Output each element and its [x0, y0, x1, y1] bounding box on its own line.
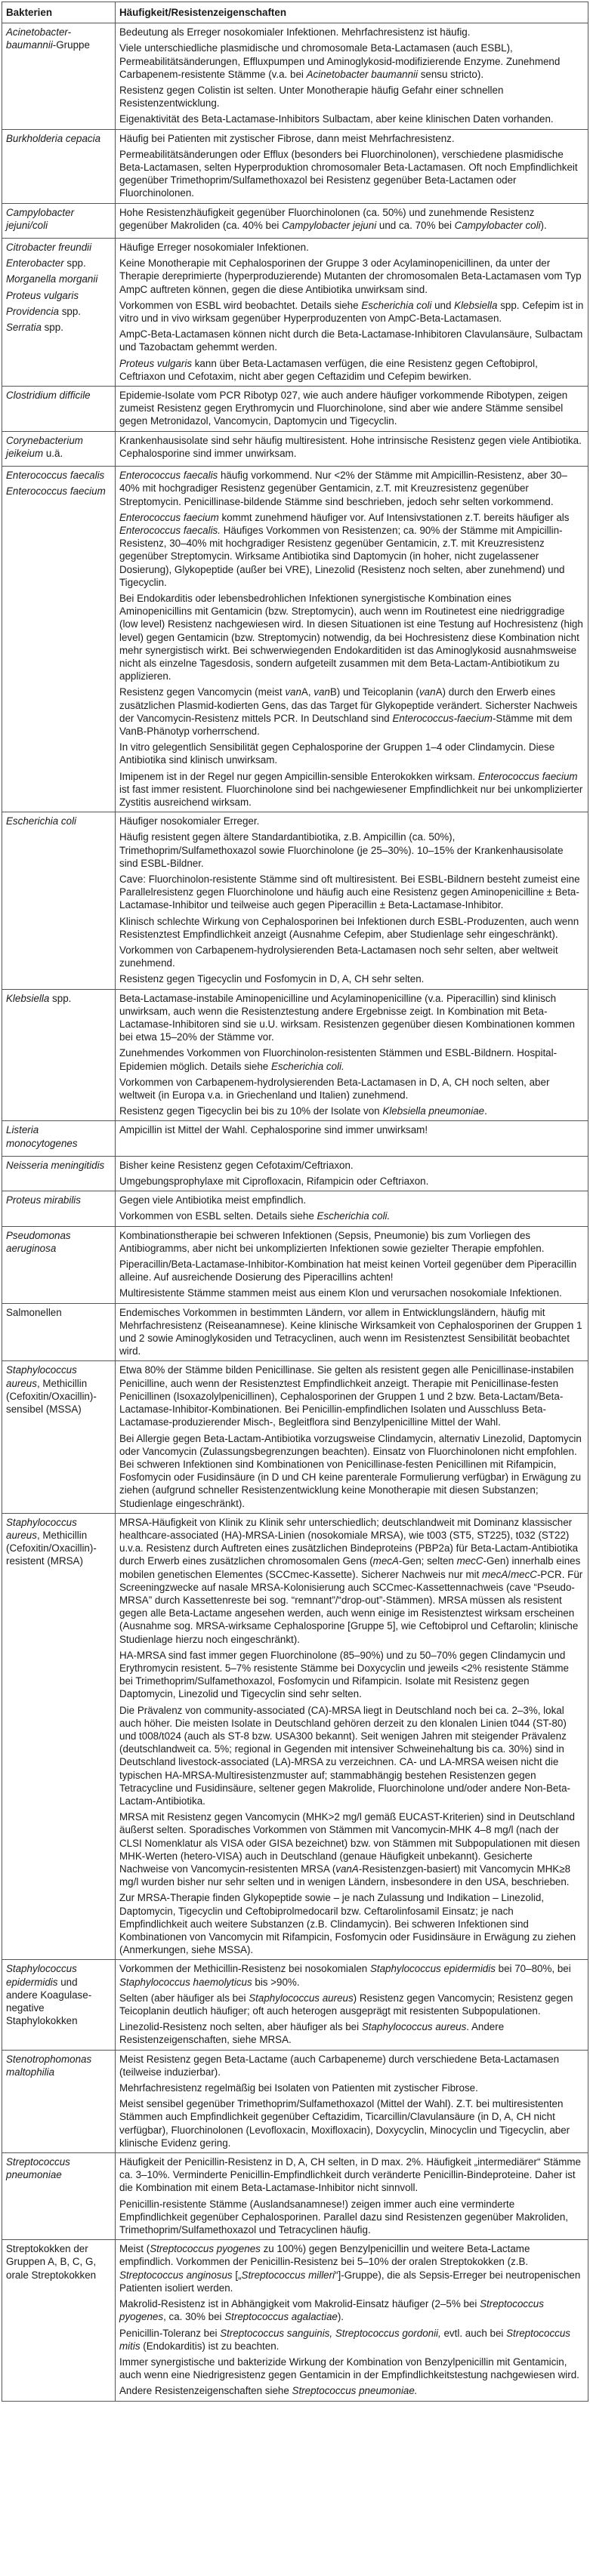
resistance-cell [116, 1960, 588, 2050]
resistance-paragraph: Bisher keine Resistenz gegen Cefotaxim/Ceftriaxon. [119, 1159, 354, 1171]
bacteria-cell [2, 2240, 116, 2401]
resistance-paragraph: Häufige Erreger nosokomialer Infektionen. [119, 242, 309, 254]
table-row [2, 2153, 588, 2240]
resistance-cell [116, 129, 588, 203]
column-header-properties: Häufigkeit/Resistenzeigenschaften [116, 2, 588, 23]
table-row [2, 129, 588, 203]
resistance-paragraph: Meist (Streptococcus pyogenes zu 100%) gegen Benzylpenicillin und weitere Beta-Lactame empfindlich. Vorkommen der Penicillin-Resistenz bei 5–10% der oralen Streptokokken (z.B. Streptococcus anginosus [„Streptococcus milleri“]-Gruppe), die als Sepsis-Erreger bei neutropenischen Patienten isoliert werden. [119, 2243, 581, 2294]
resistance-paragraph: Permeabilitätsänderungen oder Efflux (besonders bei Fluorchinolonen), verschiedene plasmidische Beta-Lactamasen, selten Hyperproduktion chromosomaler Beta-Lactamasen. Oft noch Empfindlichkeit gegenüber Trimethoprim/Sulfamethoxazol bei Resistenz gegenüber Beta-Lactamen oder Fluorchinolonen. [119, 148, 578, 199]
resistance-cell [116, 431, 588, 466]
bacteria-name: Stenotrophomonas maltophilia [6, 2053, 92, 2078]
table-row [2, 1156, 588, 1191]
table-row [2, 1303, 588, 1361]
resistance-paragraph: Krankenhausisolate sind sehr häufig multiresistent. Hohe intrinsische Resistenz gegen viele Antibiotika. Cephalosporine sind immer unwirksam. [119, 434, 582, 459]
resistance-cell [116, 2050, 588, 2152]
bacteria-name: Providencia spp. [6, 305, 81, 317]
bacteria-cell [2, 1191, 116, 1226]
resistance-paragraph: Kombinationstherapie bei schweren Infektionen (Sepsis, Pneumonie) bis zum Vorliegen des Antibiogramms, aber nicht bei unkomplizierten Infektionen sowie gezielter Therapie empfohlen. [119, 1229, 545, 1254]
bacteria-cell [2, 203, 116, 238]
bacteria-cell [2, 467, 116, 812]
table-row [2, 1361, 588, 1513]
resistance-cell [116, 1191, 588, 1226]
resistance-paragraph: Mehrfachresistenz regelmäßig bei Isolaten von Patienten mit zystischer Fibrose. [119, 2082, 478, 2094]
resistance-cell [116, 1513, 588, 1960]
resistance-cell [116, 203, 588, 238]
bacteria-cell [2, 1226, 116, 1303]
resistance-paragraph: Häufiger nosokomialer Erreger. [119, 815, 260, 827]
table-row [2, 2240, 588, 2401]
resistance-paragraph: Piperacillin/Beta-Lactamase-Inhibitor-Kombination hat meist keinen Vorteil gegenüber dem Piperacillin alleine. Auf ausreichende Dosierung des Piperacillins achten! [119, 1259, 577, 1283]
resistance-paragraph: Bei Endokarditis oder lebensbedrohlichen Infektionen synergistische Kombination eines Aminopenicillins mit Gentamicin (bzw. Streptomycin), auch wenn im Routinetest eine niedriggradige (low level) Resistenz nachgewiesen wird. In diesen Situationen ist eine Testung auf Hochresistenz (high level) gegen Gentamicin (bzw. Streptomycin) notwendig, da bei Hochresistenz diese Kombination nicht mehr synergistisch wirkt. Bei schwerwiegenden Endokarditiden ist das Aminoglykosid ausnahmsweise nicht als einzelne Tagesdosis, sondern aufgeteilt zusammen mit dem Beta-Lactam-Antibiotikum zu applizieren. [119, 592, 583, 683]
table-row [2, 467, 588, 812]
bacteria-name: Enterobacter spp. [6, 257, 86, 270]
table-header-row [2, 2, 588, 23]
resistance-paragraph: Immer synergistische und bakterizide Wirkung der Kombination von Benzylpenicillin mit Gentamicin, auch wenn eine Niedrigresistenz gegen Gentamicin in der Empfindlichkeitstestung nachgewiesen wird. [119, 2356, 579, 2381]
resistance-paragraph: Häufig bei Patienten mit zystischer Fibrose, dann meist Mehrfachresistenz. [119, 132, 455, 144]
bacteria-name: Escherichia coli [6, 815, 77, 827]
resistance-paragraph: Meist Resistenz gegen Beta-Lactame (auch Carbapeneme) durch verschiedene Beta-Lactamasen (teilweise induzierbar). [119, 2053, 560, 2078]
resistance-paragraph: Vorkommen von ESBL wird beobachtet. Details siehe Escherichia coli und Klebsiella spp. Cefepim ist in vitro und in vivo wirksam gegenüber Hyperproduzenten von AmpC-Beta-Lactamasen. [119, 299, 584, 325]
resistance-paragraph: Linezolid-Resistenz noch selten, aber häufiger als bei Staphylococcus aureus. Andere Resistenzeigenschaften, siehe MRSA. [119, 2021, 505, 2046]
resistance-paragraph: Etwa 80% der Stämme bilden Penicillinase. Sie gelten als resistent gegen alle Penicillinase-instabilen Penicilline, auch wenn der Resistenztest Empfindlichkeit anzeigt. Therapie mit Penicillinase-festen Penicillinen (Isoxazolylpenicillinen), Cephalosporinen der Gruppen 1 und 2 bzw. Beta-Lactam/Beta-Lactamase-Inhibitor-Kombinationen. Bei Penicillin-empfindlichen Isolaten und Ausschluss Beta-Lactamase-produzierender Misch-, Begleitflora sind Benzylpenicilline Mittel der Wahl. [119, 1364, 574, 1428]
resistance-paragraph: AmpC-Beta-Lactamasen können nicht durch die Beta-Lactamase-Inhibitoren Clavulansäure, Sulbactam und Tazobactam gehemmt werden. [119, 328, 583, 353]
table-row [2, 1121, 588, 1156]
resistance-paragraph: Gegen viele Antibiotika meist empfindlich. [119, 1194, 307, 1206]
resistance-paragraph: Keine Monotherapie mit Cephalosporinen der Gruppe 3 oder Acylaminopenicillinen, da unter der Therapie dereprimierte (hyperproduzierende) Mutanten der chromosomalen Beta-Lactamasen vom Typ AmpC auftreten können, gegen die diese Antibiotika unwirksam sind. [119, 257, 582, 295]
resistance-paragraph: Andere Resistenzeigenschaften siehe Streptococcus pneumoniae. [119, 2385, 418, 2397]
bacteria-name: Clostridium difficile [6, 390, 91, 402]
resistance-paragraph: Meist sensibel gegenüber Trimethoprim/Sulfamethoxazol (Mittel der Wahl). Z.T. bei multiresistenten Stämmen auch Empfindlichkeit gegenüber Ceftazidim, Ticarcillin/Clavulansäure (in D, A, CH nicht verfügbar), Fluorchinolonen (Levofloxacin, Moxifloxacin), Doxycyclin, Minocyclin und Tigecyclin, aber klinische Evidenz gering. [119, 2098, 570, 2149]
resistance-paragraph: Bedeutung als Erreger nosokomialer Infektionen. Mehrfachresistenz ist häufig. [119, 26, 471, 39]
bacteria-name: Acinetobacter-baumannii-Gruppe [6, 26, 90, 51]
resistance-paragraph: Bei Allergie gegen Beta-Lactam-Antibiotika vorzugsweise Clindamycin, alternativ Linezolid, Daptomycin oder Vancomycin (Zulassungsbegrenzungen beachten). Einsatz von Fluorchinolonen nicht empfohlen. Bei schweren Infektionen sind Kombinationen von Penicillinase-festen Penicillinen mit Rifampicin, Fosfomycin oder Fusidinsäure (in D und CH keine parenterale Formulierung verfügbar) in Erwägung zu ziehen (aufgrund schneller Resistenzentwicklung keine Monotherapie mit diesen Substanzen; Studienlage eingeschränkt). [119, 1432, 582, 1509]
resistance-cell [116, 1303, 588, 1361]
resistance-paragraph: Resistenz gegen Tigecyclin bei bis zu 10% der Isolate von Klebsiella pneumoniae. [119, 1105, 487, 1117]
resistance-cell [116, 2240, 588, 2401]
resistance-paragraph: Zur MRSA-Therapie finden Glykopeptide sowie – je nach Zulassung und Indikation – Linezolid, Daptomycin, Tigecyclin und Ceftobiprolmedocaril bzw. Ceftarolinfosamil Einsatz; je nach Empfindlichkeit auch weitere Substanzen (z.B. Clindamycin). Bei schweren Infektionen sind Kombinationen von Vancomycin mit Rifampicin, Fosfomycin oder Fusidinsäure in Erwägung zu ziehen (Anmerkungen, siehe MSSA). [119, 1892, 576, 1956]
resistance-paragraph: Resistenz gegen Colistin ist selten. Unter Monotherapie häufig Gefahr einer schnellen Resistenzentwicklung. [119, 85, 504, 109]
resistance-paragraph: Penicillin-Toleranz bei Streptococcus sanguinis, Streptococcus gordonii, evtl. auch bei Streptococcus mitis (Endokarditis) ist zu beachten. [119, 2327, 570, 2352]
resistance-paragraph: Multiresistente Stämme stammen meist aus einem Klon und verursachen nosokomiale Infektionen. [119, 1287, 562, 1299]
resistance-paragraph: MRSA-Häufigkeit von Klinik zu Klinik sehr unterschiedlich; deutschlandweit mit Dominanz klassischer healthcare-associated (HA)-MRSA-Linien (nosokomiale MRSA), wie t003 (ST5, ST225), t032 (ST22) u.v.a. Resistenz durch Auftreten eines zusätzlichen Bindeproteins (PBP2a) für Beta-Lactam-Antibiotika durch Erwerb eines zusätzlichen chromosomalen Gens (mecA-Gen; selten mecC-Gen) innerhalb eines mobilen genetischen Elementes (SCCmec-Kassette). Sicherer Nachweis nur mit mecA/mecC-PCR. Für Screeningzwecke auf nasale MRSA-Kolonisierung auch SCCmec-Kassettennachweis (cave “Pseudo-MRSA” durch Kassettenreste bei sog. “remnant”/“drop-out”-Stämmen). MRSA müssen als resistent gegen alle Beta-Lactame angesehen werden, auch wenn einige im Resistenztest wirksam erscheinen (Ausnahme sog. MRSA-wirksame Cephalosporine [Gruppe 5], wie Ceftobiprol und Ceftarolin; klinische Studienlage hierzu noch eingeschränkt). [119, 1516, 583, 1645]
resistance-paragraph: Häufig resistent gegen ältere Standardantibiotika, z.B. Ampicillin (ca. 50%), Trimethoprim/Sulfamethoxazol sowie Fluorchinolone (je 25–30%). 10–15% der Krankenhausisolate sind ESBL-Bildner. [119, 831, 564, 869]
resistance-paragraph: Vorkommen von Carbapenem-hydrolysierenden Beta-Lactamasen noch sehr selten, aber weltweit zunehmend. [119, 944, 558, 969]
resistance-paragraph: Häufigkeit der Penicillin-Resistenz in D, A, CH selten, in D max. 2%. Häufigkeit „intermediärer“ Stämme ca. 3–10%. Verminderte Penicillin-Empfindlichkeit durch veränderte Penicillin-Bindeproteine. Daher ist die Kombination mit einem Beta-Lactamase-Inhibitor nicht sinnvoll. [119, 2156, 581, 2194]
table-body [2, 23, 588, 2401]
bacteria-cell [2, 23, 116, 129]
resistance-cell [116, 1121, 588, 1156]
bacteria-cell [2, 1303, 116, 1361]
bacteria-name: Klebsiella spp. [6, 992, 72, 1004]
resistance-paragraph: Viele unterschiedliche plasmidische und chromosomale Beta-Lactamasen (auch ESBL), Permeabilitätsänderungen, Effluxpumpen und Aminoglykosid-modifizierende Enzyme. Zunehmend Carbapenem-resistente Stämme (v.a. bei Acinetobacter baumannii sensu stricto). [119, 42, 561, 80]
resistance-paragraph: Endemisches Vorkommen in bestimmten Ländern, vor allem in Entwicklungsländern, häufig mit Mehrfachresistenz (Reiseanamnese). Keine klinische Wirksamkeit von Cephalosporinen der Gruppen 1 und 2 sowie Aminoglykosiden und Tetracyclinen, auch wenn im Resistenztest Sensibilität beobachtet wird. [119, 1306, 582, 1357]
bacteria-name: Campylobacter jejuni/coli [6, 206, 75, 231]
resistance-paragraph: Zunehmendes Vorkommen von Fluorchinolon-resistenten Stämmen und ESBL-Bildnern. Hospital-Epidemien möglich. Details siehe Escherichia coli. [119, 1047, 558, 1072]
bacteria-name: Staphylococcus aureus, Methicillin (Cefoxitin/Oxacillin)-sensibel (MSSA) [6, 1364, 97, 1416]
resistance-paragraph: Selten (aber häufiger als bei Staphylococcus aureus) Resistenz gegen Vancomycin; Resistenz gegen Teicoplanin deutlich häufiger; oft auch heterogen ausgeprägt mit resistenten Subpopulationen. [119, 1992, 573, 2017]
resistance-paragraph: Makrolid-Resistenz ist in Abhängigkeit vom Makrolid-Einsatz häufiger (2–5% bei Streptococcus pyogenes, ca. 30% bei Streptococcus agalactiae). [119, 2298, 544, 2323]
bacteria-name: Streptokokken der Gruppen A, B, C, G, orale Streptokokken [6, 2243, 97, 2281]
bacteria-name: Enterococcus faecium [6, 485, 106, 498]
bacteria-cell [2, 387, 116, 432]
resistance-cell [116, 812, 588, 989]
resistance-table [2, 2, 588, 2402]
table-row [2, 203, 588, 238]
bacteria-name: Staphylococcus aureus, Methicillin (Cefoxitin/Oxacillin)-resistent (MRSA) [6, 1516, 97, 1567]
resistance-paragraph: Cave: Fluorchinolon-resistente Stämme sind oft multiresistent. Bei ESBL-Bildnern besteht zumeist eine Parallelresistenz gegen Fluorchinolone und häufig auch eine Resistenz gegen Aminopenicilline ± Beta-Lactamase-Inhibitor und teilweise auch gegen Piperacillin ± Beta-Lactamase-Inhibitor. [119, 873, 580, 911]
resistance-paragraph: HA-MRSA sind fast immer gegen Fluorchinolone (85–90%) und zu 50–70% gegen Clindamycin und Erythromycin resistent. 5–7% resistente Stämme bei Doxycyclin und jeweils <2% resistente Stämme bei Trimethoprim/Sulfamethoxazol, Fosfomycin und Rifampicin. Isolate mit Resistenz gegen Daptomycin, Linezolid und Tigecyclin sind sehr selten. [119, 1649, 570, 1700]
bacteria-cell [2, 989, 116, 1121]
bacteria-cell [2, 1121, 116, 1156]
resistance-paragraph: Umgebungsprophylaxe mit Ciprofloxacin, Rifampicin oder Ceftriaxon. [119, 1176, 429, 1188]
table-row [2, 1513, 588, 1960]
bacteria-name: Listeria monocytogenes [6, 1124, 78, 1149]
bacteria-cell [2, 2050, 116, 2152]
table-row [2, 239, 588, 387]
table-row [2, 387, 588, 432]
bacteria-cell [2, 239, 116, 387]
resistance-paragraph: Hohe Resistenzhäufigkeit gegenüber Fluorchinolonen (ca. 50%) und zunehmende Resistenz gegenüber Makroliden (ca. 40% bei Campylobacter jejuni und ca. 70% bei Campylobacter coli). [119, 206, 547, 231]
resistance-paragraph: Resistenz gegen Vancomycin (meist vanA, vanB) und Teicoplanin (vanA) durch den Erwerb eines zusätzlichen Plasmid-kodierten Gens, das das Target für Glykopeptide verändert. Sicherster Nachweis der Vancomycin-Resistenz mittels PCR. In Deutschland sind Enterococcus-faecium-Stämme mit dem VanB-Phänotyp vorherrschend. [119, 686, 578, 737]
table-row [2, 2050, 588, 2152]
resistance-paragraph: Enterococcus faecalis häufig vorkommend. Nur <2% der Stämme mit Ampicillin-Resistenz, aber 30–40% mit hochgradiger Resistenz gegenüber Gentamicin, z.T. mit Kreuzresistenz gegenüber Streptomycin. Penicillinase-bildende Stämme sind beschrieben, jedoch sehr selten vorkommend. [119, 470, 567, 507]
resistance-cell [116, 387, 588, 432]
table-row [2, 989, 588, 1121]
bacteria-name: Proteus vulgaris [6, 289, 79, 301]
bacteria-name: Burkholderia cepacia [6, 132, 101, 144]
bacteria-name: Corynebacterium jeikeium u.ä. [6, 434, 83, 459]
resistance-paragraph: Beta-Lactamase-instabile Aminopenicilline und Acylaminopenicilline (v.a. Piperacillin) sind klinisch unwirksam, auch wenn die Resistenztestung andere Ergebnisse zeigt. In Kombination mit Beta-Lactamase-Inhibitoren sind sie u.U. wirksam. Resistenzen gegenüber diesen Kombinationen kommen bei etwa 15–20% der Stämme vor. [119, 992, 575, 1043]
resistance-paragraph: Resistenz gegen Tigecyclin und Fosfomycin in D, A, CH sehr selten. [119, 973, 425, 985]
resistance-cell [116, 989, 588, 1121]
resistance-cell [116, 239, 588, 387]
resistance-paragraph: Die Prävalenz von community-associated (CA)-MRSA liegt in Deutschland noch bei ca. 2–3%, lokal auch höher. Die meisten Isolate in Deutschland gehören derzeit zu den klonalen Linien t044 (ST-80) und t008/t024 (auch als ST-8 bzw. USA300 bekannt). Seit wenigen Jahren mit steigender Prävalenz (deutschlandweit ca. 5%; regional in Gegenden mit intensiver Schweinehaltung bis ca. 30%) sind in Deutschland livestock-associated (LA)-MRSA zu verzeichnen. CA- und LA-MRSA weisen nicht die typischen HA-MRSA-Multiresistenzmuster auf; stammabhängig bestehen Resistenzen gegen Tetracycline und Fusidinsäure, seltener gegen Makrolide, Fluorchinolone und/oder andere Non-Beta-Lactam-Antibiotika. [119, 1704, 570, 1807]
resistance-paragraph: Eigenaktivität des Beta-Lactamase-Inhibitors Sulbactam, aber keine klinischen Daten vorhanden. [119, 113, 554, 125]
resistance-cell [116, 1156, 588, 1191]
resistance-paragraph: Klinisch schlechte Wirkung von Cephalosporinen bei Infektionen durch ESBL-Produzenten, auch wenn Resistenztest Empfindlichkeit anzeigt (Ausnahme Cefepim, aber Studienlage sehr eingeschränkt). [119, 915, 579, 940]
resistance-paragraph: Proteus vulgaris kann über Beta-Lactamasen verfügen, die eine Resistenz gegen Ceftobiprol, Ceftriaxon und Cefotaxim, nicht aber gegen Ceftazidim und Cefepim bewirken. [119, 357, 538, 382]
bacteria-name: Proteus mirabilis [6, 1194, 81, 1206]
bacteria-cell [2, 1513, 116, 1960]
bacteria-name: Salmonellen [6, 1306, 62, 1318]
table-row [2, 1191, 588, 1226]
resistance-paragraph: MRSA mit Resistenz gegen Vancomycin (MHK>2 mg/l gemäß EUCAST-Kriterien) sind in Deutschland äußerst selten. Sporadisches Vorkommen von Stämmen mit Vancomycin-MHK 4–8 mg/l (nach der CLSI Nomenklatur als VISA oder GISA bezeichnet) bzw. von Stämmen mit Subpopulationen mit diesen MHK-Werten (hetero-VISA) auch in Deutschland (genaue Häufigkeit unbekannt). Gesicherte Nachweise von Vancomycin-resistenten MRSA (vanA-Resistenzgen-basiert) mit Vancomycin MHK≥8 mg/l wurden bisher nur sehr selten und in wenigen Ländern, insbesondere in den USA, beschrieben. [119, 1811, 580, 1888]
bacteria-name: Neisseria meningitidis [6, 1159, 105, 1171]
bacteria-cell [2, 1156, 116, 1191]
bacteria-name: Pseudomonas aeruginosa [6, 1229, 71, 1254]
bacteria-cell [2, 1960, 116, 2050]
table-row [2, 23, 588, 129]
resistance-paragraph: Vorkommen von Carbapenem-hydrolysierenden Beta-Lactamasen in D, A, CH noch selten, aber weltweit (in Europa v.a. in Griechenland und Italien) zunehmend. [119, 1076, 550, 1102]
resistance-cell [116, 2153, 588, 2240]
resistance-cell [116, 23, 588, 129]
bacteria-cell [2, 812, 116, 989]
bacteria-name: Streptococcus pneumoniae [6, 2156, 70, 2181]
bacteria-name: Staphylococcus epidermidis und andere Koagulase-negative Staphylokokken [6, 1963, 92, 2027]
resistance-paragraph: Vorkommen der Methicillin-Resistenz bei nosokomialen Staphylococcus epidermidis bei 70–80%, bei Staphylococcus haemolyticus bis >90%. [119, 1963, 571, 1988]
table-row [2, 1226, 588, 1303]
bacteria-name: Morganella morganii [6, 273, 98, 285]
resistance-paragraph: Vorkommen von ESBL selten. Details siehe Escherichia coli. [119, 1210, 391, 1222]
bacteria-name: Serratia spp. [6, 322, 63, 334]
bacteria-cell [2, 129, 116, 203]
resistance-cell [116, 1361, 588, 1513]
bacteria-cell [2, 2153, 116, 2240]
resistance-paragraph: Ampicillin ist Mittel der Wahl. Cephalosporine sind immer unwirksam! [119, 1124, 428, 1136]
bacteria-name: Citrobacter freundii [6, 242, 92, 254]
resistance-cell [116, 1226, 588, 1303]
resistance-paragraph: Penicillin-resistente Stämme (Auslandsanamnese!) zeigen immer auch eine verminderte Empfindlichkeit gegenüber Cephalosporinen. Parallel dazu sind Resistenzen gegenüber Makroliden, Trimethoprim/Sulfamethoxazol und Tetracyclinen häufig. [119, 2198, 569, 2236]
table-row [2, 812, 588, 989]
bacteria-name: Enterococcus faecalis [6, 470, 105, 482]
bacteria-cell [2, 431, 116, 466]
bacteria-cell [2, 1361, 116, 1513]
table-row [2, 1960, 588, 2050]
resistance-paragraph: In vitro gelegentlich Sensibilität gegen Cephalosporine der Gruppen 1–4 oder Clindamycin. Diese Antibiotika sind klinisch unwirksam. [119, 741, 555, 766]
column-header-bacteria: Bakterien [2, 2, 116, 23]
table-row [2, 431, 588, 466]
resistance-paragraph: Epidemie-Isolate vom PCR Ribotyp 027, wie auch andere häufiger vorkommende Ribotypen, zeigen zumeist Resistenz gegen Erythromycin und Fluorchinolone, sind aber wie andere Stämme sensibel gegen Metronidazol, Vancomycin, Daptomycin und Tigecyclin. [119, 390, 568, 427]
resistance-paragraph: Enterococcus faecium kommt zunehmend häufiger vor. Auf Intensivstationen z.T. bereits häufiger als Enterococcus faecalis. Häufiges Vorkommen von Resistenzen; ca. 90% der Stämme mit Ampicillin-Resistenz, 30–40% mit hochgradiger Resistenz gegenüber Gentamicin, z.T. mit Kreuzresistenz gegenüber Streptomycin. Wirksame Antibiotika sind Daptomycin (in hoher, nicht zugelassener Dosierung), Glykopeptide (außer bei VRE), Linezolid (Resistenz noch selten, aber zunehmend) und Tigecyclin. [119, 511, 570, 588]
resistance-cell [116, 467, 588, 812]
resistance-paragraph: Imipenem ist in der Regel nur gegen Ampicillin-sensible Enterokokken wirksam. Enterococcus faecium ist fast immer resistent. Fluorchinolone sind bei nachgewiesener Empfindlichkeit nur bei unkomplizierter Zystitis ausreichend wirksam. [119, 770, 583, 808]
